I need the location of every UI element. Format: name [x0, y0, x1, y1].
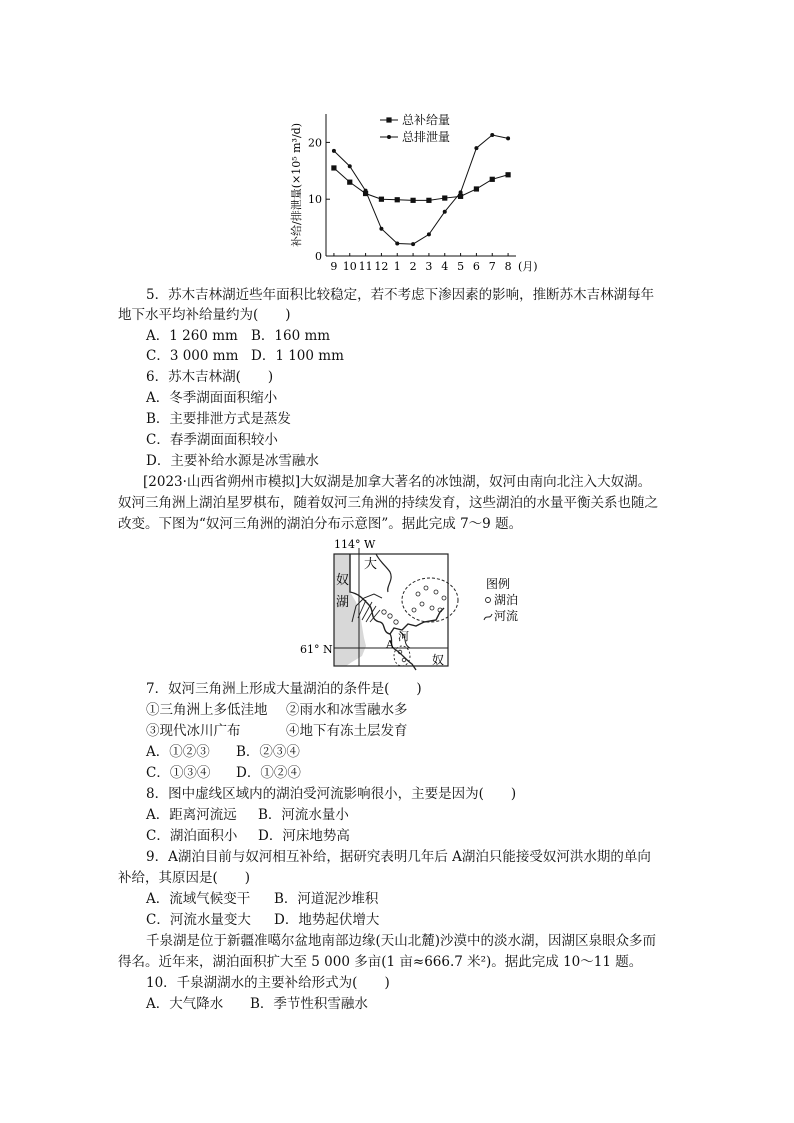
- discharge-point: [427, 232, 431, 236]
- q5-options-row2: [146, 346, 344, 366]
- passage1-line1: [2023·山西省朔州市模拟]大奴湖是加拿大著名的冰蚀湖，奴河由南向北注入大奴湖。: [143, 474, 652, 490]
- passage2-line2: 得名。近年来，湖泊面积扩大至 5 000 多亩(1 亩≈666.7 米²)。据此完成 10～11 题。: [118, 954, 643, 970]
- recharge-discharge-chart: [280, 108, 550, 278]
- recharge-point: [426, 198, 431, 203]
- map-lake-char-1: 奴: [336, 573, 350, 588]
- q5-stem-line1: 5．苏木吉林湖近些年面积比较稳定，若不考虑下渗因素的影响，推断苏木吉林湖每年: [146, 287, 655, 303]
- q8-option-b[interactable]: B．河流水量小: [258, 807, 349, 823]
- legend-label-2: 总排泄量: [402, 130, 451, 144]
- discharge-point: [348, 164, 352, 168]
- q5-option-d[interactable]: D．1 100 mm: [251, 348, 344, 364]
- q7-options-row1: [146, 742, 300, 762]
- q7-statement-3: ③现代冰川广布: [146, 723, 241, 739]
- map-legend-lake: 湖泊: [494, 593, 519, 607]
- y-tick-label: 20: [308, 136, 322, 150]
- y-tick-label: 10: [308, 193, 322, 207]
- x-tick-label: 3: [425, 260, 433, 273]
- q5-option-b[interactable]: B．160 mm: [251, 328, 331, 344]
- map-latitude-label: 61° N: [300, 643, 333, 656]
- passage2-line1: 千泉湖是位于新疆准噶尔盆地南部边缘(天山北麓)沙漠中的淡水湖，因湖区泉眼众多而: [146, 933, 657, 949]
- q7-option-d[interactable]: D．①②④: [236, 765, 301, 781]
- x-tick-label: 7: [488, 260, 496, 273]
- discharge-point: [459, 190, 463, 194]
- q7-options-row2: [146, 763, 301, 783]
- x-tick-label: 1: [393, 260, 401, 273]
- map-lake-char-2: 湖: [336, 595, 350, 610]
- chart-marks: [331, 112, 510, 246]
- discharge-point: [364, 189, 368, 193]
- recharge-point: [347, 180, 352, 185]
- map-river-char-1: 河: [398, 630, 409, 643]
- q9-stem-line2: 补给，其原因是( ): [118, 870, 251, 886]
- discharge-point: [474, 146, 478, 150]
- q10-option-a[interactable]: A．大气降水: [146, 996, 224, 1012]
- legend-river-icon: [484, 614, 492, 620]
- q7-stem: 7．奴河三角洲上形成大量湖泊的条件是( ): [146, 681, 422, 697]
- discharge-point: [411, 242, 415, 246]
- recharge-point: [395, 197, 400, 202]
- x-tick-label: 8: [504, 260, 512, 273]
- recharge-point: [410, 198, 415, 203]
- q10-option-b[interactable]: B．季节性积雪融水: [250, 996, 368, 1012]
- discharge-point: [443, 210, 447, 214]
- map-legend-river: 河流: [494, 609, 519, 623]
- x-tick-label: 4: [441, 260, 449, 273]
- recharge-point: [505, 172, 510, 177]
- q6-option-c[interactable]: C．春季湖面面积较小: [146, 432, 278, 448]
- q8-option-d[interactable]: D．河床地势高: [258, 828, 350, 844]
- q9-option-b[interactable]: B．河道泥沙堆积: [274, 891, 379, 907]
- map-legend-title: 图例: [486, 577, 511, 591]
- q7-statements-row2: [146, 721, 408, 741]
- map-point-a: A: [386, 638, 394, 651]
- q10-stem: 10．千泉湖湖水的主要补给形式为( ): [146, 975, 390, 991]
- passage1-line3: 改变。下图为“奴河三角洲的湖泊分布示意图”。据此完成 7～9 题。: [118, 516, 523, 532]
- delta-lake-map: [290, 536, 530, 672]
- legend-lake-icon: [486, 598, 491, 603]
- q7-statement-4: ④地下有冻土层发育: [286, 723, 408, 739]
- x-tick-label: 9: [330, 260, 338, 273]
- x-tick-label: 6: [472, 260, 480, 273]
- q6-option-b[interactable]: B．主要排泄方式是蒸发: [146, 411, 291, 427]
- legend-square-marker: [386, 117, 391, 122]
- q8-option-c[interactable]: C．湖泊面积小: [146, 828, 238, 844]
- x-tick-label: 10: [342, 260, 357, 273]
- y-tick-label: 0: [315, 250, 322, 263]
- q5-option-a[interactable]: A．1 260 mm: [146, 328, 238, 344]
- q8-stem: 8．图中虚线区域内的湖泊受河流影响很小，主要是因为( ): [146, 786, 517, 802]
- q5-options-row1: [146, 326, 330, 346]
- x-axis-unit: (月): [518, 260, 538, 273]
- q7-option-b[interactable]: B．②③④: [236, 744, 300, 760]
- q5-option-c[interactable]: C．3 000 mm: [146, 348, 239, 364]
- recharge-point: [442, 195, 447, 200]
- map-river-char-2: 奴: [432, 653, 445, 667]
- q9-option-d[interactable]: D．地势起伏增大: [274, 912, 380, 928]
- q7-statements-row1: [146, 700, 408, 720]
- series-line-1: [334, 168, 508, 200]
- recharge-point: [331, 165, 336, 170]
- q7-statement-2: ②雨水和冰雪融水多: [286, 702, 408, 718]
- x-tick-label: 11: [358, 260, 373, 273]
- map-longitude-label: 114° W: [334, 538, 376, 551]
- x-tick-label: 2: [409, 260, 417, 273]
- q7-option-a[interactable]: A．①②③: [146, 744, 210, 760]
- legend-dot-marker: [387, 135, 391, 139]
- discharge-point: [490, 133, 494, 137]
- q9-option-a[interactable]: A．流域气候变干: [146, 891, 251, 907]
- q7-option-c[interactable]: C．①③④: [146, 765, 211, 781]
- map-big-char: 大: [364, 557, 378, 572]
- q8-options-row1: [146, 805, 349, 825]
- legend-label-1: 总补给量: [402, 113, 451, 127]
- q5-stem-line2: 地下水平均补给量约为( ): [118, 307, 291, 323]
- q10-options-row1: [146, 994, 368, 1014]
- discharge-point: [506, 136, 510, 140]
- q6-option-a[interactable]: A．冬季湖面面积缩小: [146, 390, 278, 406]
- q7-statement-1: ①三角洲上多低洼地: [146, 702, 268, 718]
- discharge-point: [395, 242, 399, 246]
- y-axis-label: 补给/排泄量(×10⁵ m³/d): [290, 123, 303, 247]
- discharge-point: [379, 227, 383, 231]
- q6-option-d[interactable]: D．主要补给水源是冰雪融水: [146, 453, 319, 469]
- q9-option-c[interactable]: C．河流水量变大: [146, 912, 251, 928]
- q8-options-row2: [146, 826, 350, 846]
- q9-options-row1: [146, 889, 378, 909]
- recharge-point: [490, 177, 495, 182]
- q8-option-a[interactable]: A．距离河流远: [146, 807, 237, 823]
- q9-stem-line1: 9．A湖泊目前与奴河相互补给，据研究表明几年后 A湖泊只能接受奴河洪水期的单向: [146, 849, 651, 865]
- x-tick-label: 5: [457, 260, 465, 273]
- x-tick-label: 12: [374, 260, 389, 273]
- discharge-point: [332, 149, 336, 153]
- q9-options-row2: [146, 910, 379, 930]
- recharge-point: [474, 186, 479, 191]
- passage1-line2: 奴河三角洲上湖泊星罗棋布，随着奴河三角洲的持续发育，这些湖泊的水量平衡关系也随之: [118, 495, 658, 511]
- recharge-point: [379, 197, 384, 202]
- q6-stem: 6．苏木吉林湖( ): [146, 369, 274, 385]
